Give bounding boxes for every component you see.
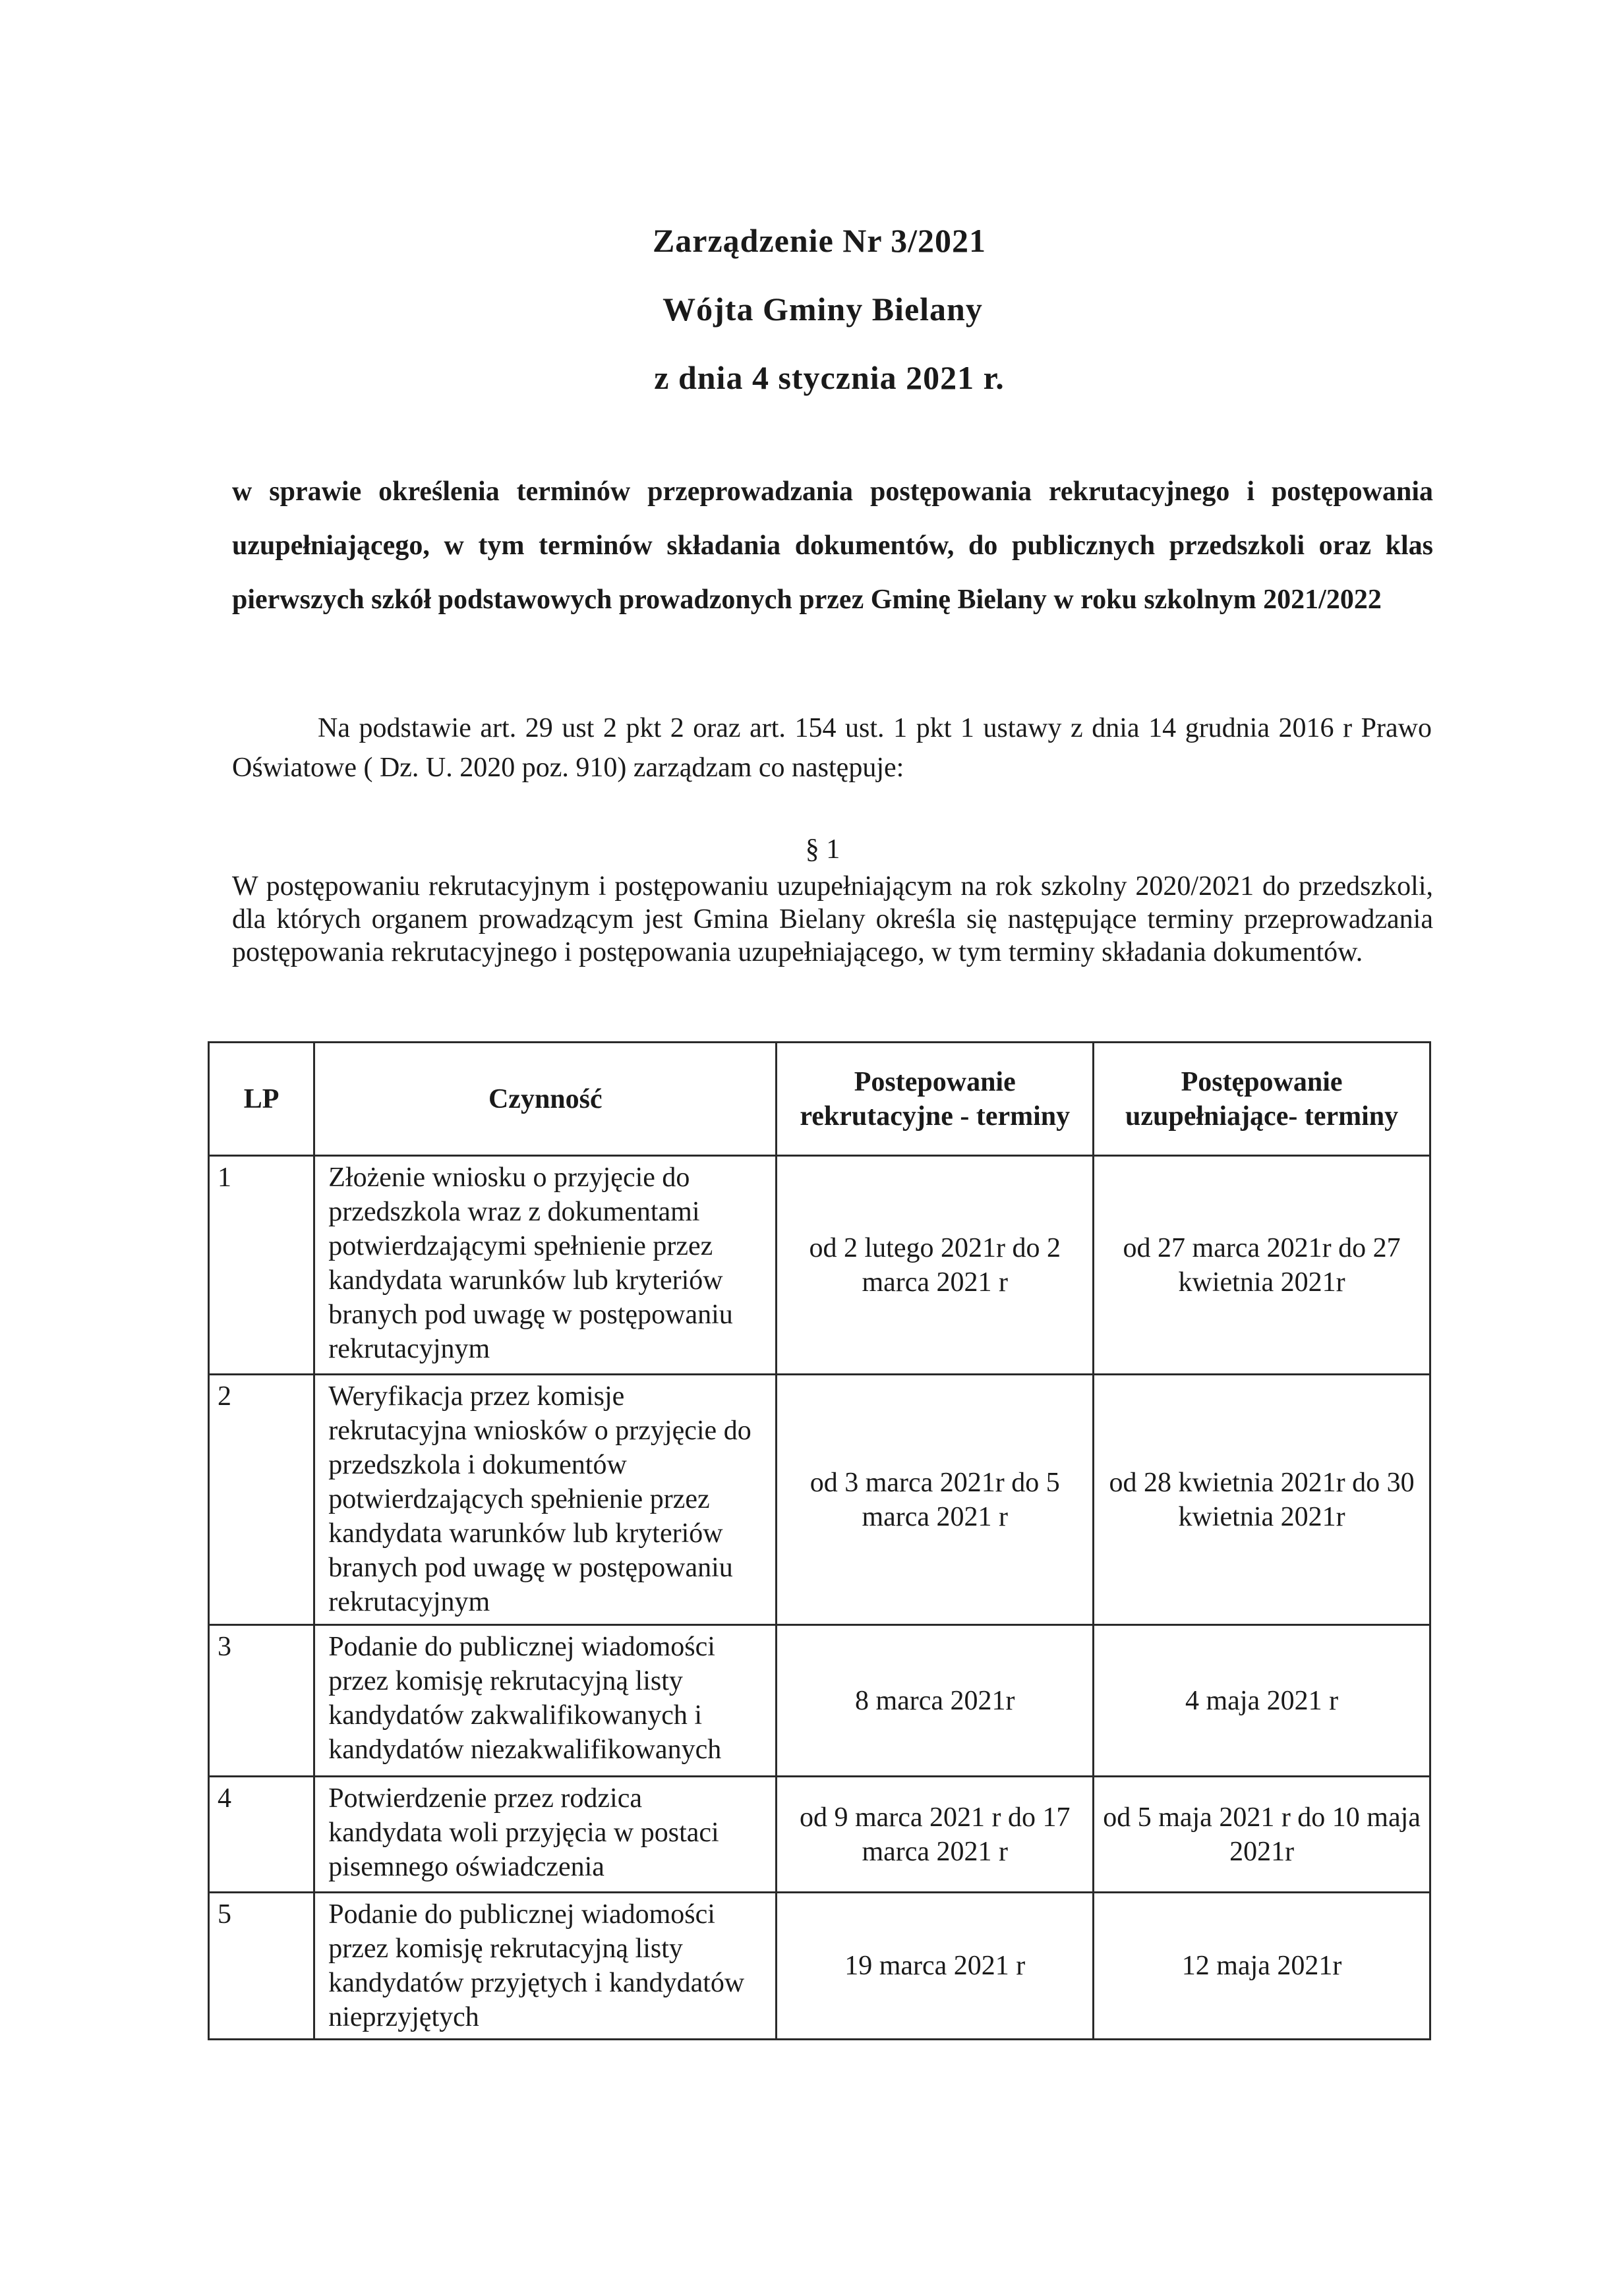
document-title	[0, 224, 1619, 430]
header-lp: LP	[209, 1043, 314, 1156]
table-row	[209, 1893, 1430, 2040]
table-row	[209, 1777, 1430, 1893]
row-lp: 4	[209, 1777, 314, 1893]
table-row	[209, 1625, 1430, 1777]
table-row	[209, 1156, 1430, 1375]
row-recruitment-date: od 9 marca 2021 r do 17 marca 2021 r	[777, 1777, 1094, 1893]
subject-paragraph: w sprawie określenia terminów przeprowadzania postępowania rekrutacyjnego i postępowania uzupełniającego, w tym terminów składania dokumentów, do publicznych przedszkoli oraz klas pierwszych szkół podstawowych prowadzonych przez Gminę Bielany w roku szkolnym 2021/2022	[232, 476, 1433, 615]
row-supplementary-date: od 5 maja 2021 r do 10 maja 2021r	[1094, 1777, 1430, 1893]
header-supplementary: Postępowanie uzupełniające- terminy	[1094, 1043, 1430, 1156]
schedule-table	[208, 1041, 1431, 2040]
section-sign: § 1	[805, 834, 840, 865]
row-supplementary-date: od 28 kwietnia 2021r do 30 kwietnia 2021r	[1094, 1375, 1430, 1625]
row-recruitment-date: od 3 marca 2021r do 5 marca 2021 r	[777, 1375, 1094, 1625]
row-recruitment-date: od 2 lutego 2021r do 2 marca 2021 r	[777, 1156, 1094, 1375]
row-action: Podanie do publicznej wiadomości przez komisję rekrutacyjną listy kandydatów zakwalifikowanych i kandydatów niezakwalifikowanych	[314, 1625, 777, 1777]
row-supplementary-date: 4 maja 2021 r	[1094, 1625, 1430, 1777]
table-row	[209, 1375, 1430, 1625]
row-lp: 3	[209, 1625, 314, 1777]
row-recruitment-date: 19 marca 2021 r	[777, 1893, 1094, 2040]
header-recruitment: Postepowanie rekrutacyjne - terminy	[777, 1043, 1094, 1156]
row-lp: 1	[209, 1156, 314, 1375]
title-line-2: Wójta Gminy Bielany	[662, 291, 983, 328]
row-lp: 2	[209, 1375, 314, 1625]
row-action: Potwierdzenie przez rodzica kandydata woli przyjęcia w postaci pisemnego oświadczenia	[314, 1777, 777, 1893]
row-action: Złożenie wniosku o przyjęcie do przedszkola wraz z dokumentami potwierdzającymi spełnienie przez kandydata warunków lub kryteriów branych pod uwagę w postępowaniu rekrutacyjnym	[314, 1156, 777, 1375]
title-line-1: Zarządzenie Nr 3/2021	[652, 222, 987, 259]
row-supplementary-date: 12 maja 2021r	[1094, 1893, 1430, 2040]
row-action: Weryfikacja przez komisje rekrutacyjna wniosków o przyjęcie do przedszkola i dokumentów potwierdzających spełnienie przez kandydata warunków lub kryteriów branych pod uwagę w postępowaniu rekrutacyjnym	[314, 1375, 777, 1625]
section-1-text: W postępowaniu rekrutacyjnym i postępowaniu uzupełniającym na rok szkolny 2020/2021 do przedszkoli, dla których organem prowadzącym jest Gmina Bielany określa się następujące terminy przeprowadzania postępowania rekrutacyjnego i postępowania uzupełniającego, w tym terminy składania dokumentów.	[232, 871, 1433, 967]
row-recruitment-date: 8 marca 2021r	[777, 1625, 1094, 1777]
header-action: Czynność	[314, 1043, 777, 1156]
table-header-row	[209, 1043, 1430, 1156]
legal-basis-paragraph: Na podstawie art. 29 ust 2 pkt 2 oraz art. 154 ust. 1 pkt 1 ustawy z dnia 14 grudnia 2016 r Prawo Oświatowe ( Dz. U. 2020 poz. 910) zarządzam co następuje:	[232, 713, 1432, 783]
row-action: Podanie do publicznej wiadomości przez komisję rekrutacyjną listy kandydatów przyjętych i kandydatów nieprzyjętych	[314, 1893, 777, 2040]
row-supplementary-date: od 27 marca 2021r do 27 kwietnia 2021r	[1094, 1156, 1430, 1375]
title-line-3: z dnia 4 stycznia 2021 r.	[654, 359, 1005, 396]
row-lp: 5	[209, 1893, 314, 2040]
